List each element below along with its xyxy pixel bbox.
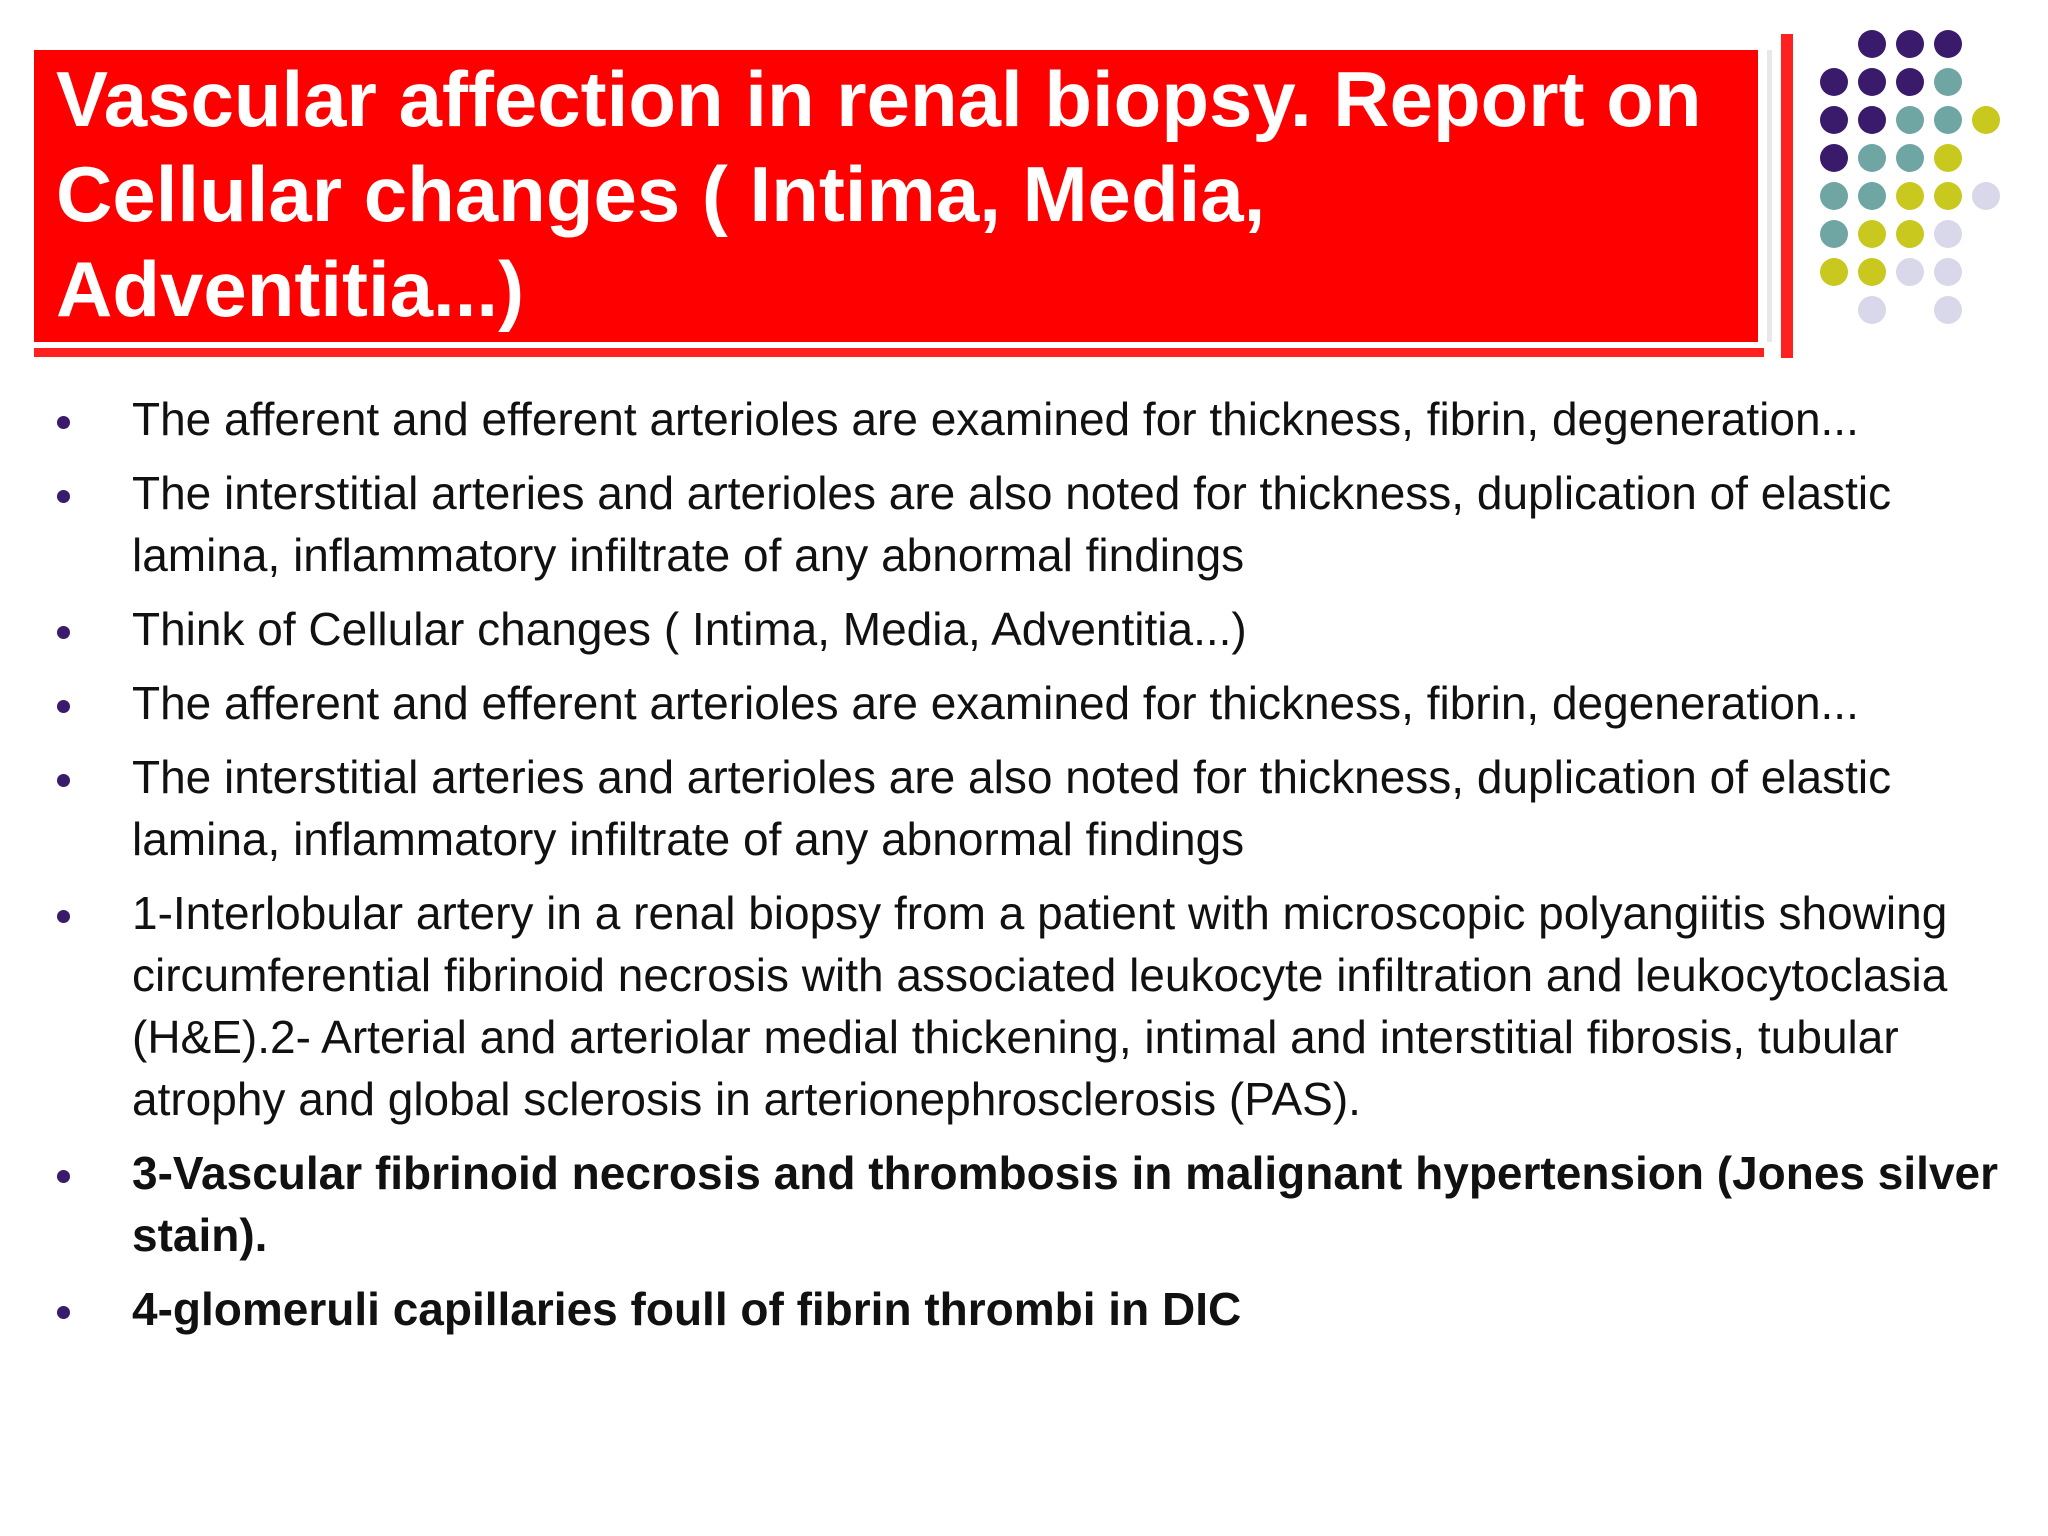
bullet-dot-icon	[57, 774, 70, 787]
decorative-dot	[1972, 106, 2000, 134]
decorative-dot	[1820, 182, 1848, 210]
decorative-dot	[1820, 258, 1848, 286]
decorative-dot	[1858, 106, 1886, 134]
bullet-text: The afferent and efferent arterioles are examined for thickness, fibrin, degeneration...	[132, 393, 1859, 445]
decorative-dot	[1934, 296, 1962, 324]
bullet-text: 4-glomeruli capillaries foull of fibrin thrombi in DIC	[132, 1283, 1242, 1335]
bullet-text: The afferent and efferent arterioles are examined for thickness, fibrin, degeneration...	[132, 677, 1859, 729]
decorative-dot	[1896, 106, 1924, 134]
decorative-dot	[1934, 144, 1962, 172]
decorative-dot	[1896, 258, 1924, 286]
decorative-dot	[1858, 182, 1886, 210]
decorative-dot	[1934, 30, 1962, 58]
bullet-text: The interstitial arteries and arterioles are also noted for thickness, duplication of elastic lamina, inflammatory infiltrate of any abnormal findings	[132, 467, 1892, 581]
bullet-item	[0, 598, 2048, 660]
bullet-text: 3-Vascular fibrinoid necrosis and thrombosis in malignant hypertension (Jones silver stain).	[132, 1147, 1999, 1261]
bullet-list	[0, 388, 2048, 1352]
decorative-dot	[1896, 68, 1924, 96]
bullet-text: Think of Cellular changes ( Intima, Media, Adventitia...)	[132, 603, 1247, 655]
slide-title: Vascular affection in renal biopsy. Report on Cellular changes ( Intima, Media, Adventitia...)	[56, 55, 1702, 333]
bullet-item	[0, 882, 2048, 1130]
bullet-dot-icon	[57, 700, 70, 713]
bullet-dot-icon	[57, 1306, 70, 1319]
decorative-dot	[1858, 258, 1886, 286]
bullet-dot-icon	[57, 910, 70, 923]
decorative-dot	[1858, 296, 1886, 324]
bullet-item	[0, 1142, 2048, 1266]
bullet-dot-icon	[57, 416, 70, 429]
decorative-dot	[1896, 30, 1924, 58]
decorative-dot	[1934, 258, 1962, 286]
decorative-dot	[1820, 144, 1848, 172]
decorative-dot	[1858, 220, 1886, 248]
decorative-dot-grid	[1820, 30, 2040, 340]
title-underline-accent	[34, 348, 1764, 357]
title-shadow-line	[1767, 50, 1772, 342]
decorative-dot	[1934, 68, 1962, 96]
decorative-dot	[1858, 144, 1886, 172]
decorative-dot	[1858, 30, 1886, 58]
decorative-dot	[1858, 68, 1886, 96]
bullet-item	[0, 672, 2048, 734]
bullet-dot-icon	[57, 626, 70, 639]
decorative-dot	[1896, 144, 1924, 172]
bullet-item	[0, 746, 2048, 870]
decorative-dot	[1934, 220, 1962, 248]
bullet-text: The interstitial arteries and arterioles are also noted for thickness, duplication of elastic lamina, inflammatory infiltrate of any abnormal findings	[132, 751, 1892, 865]
decorative-dot	[1820, 220, 1848, 248]
bullet-item	[0, 388, 2048, 450]
bullet-dot-icon	[57, 490, 70, 503]
bullet-item	[0, 1278, 2048, 1340]
decorative-dot	[1896, 220, 1924, 248]
decorative-dot	[1934, 182, 1962, 210]
bullet-dot-icon	[57, 1170, 70, 1183]
bullet-item	[0, 462, 2048, 586]
decorative-dot	[1972, 182, 2000, 210]
slide-title-box	[34, 50, 1758, 342]
decorative-dot	[1820, 106, 1848, 134]
title-vertical-accent-line	[1781, 34, 1793, 358]
decorative-dot	[1934, 106, 1962, 134]
decorative-dot	[1820, 68, 1848, 96]
bullet-text: 1-Interlobular artery in a renal biopsy from a patient with microscopic polyangiitis showing circumferential fibrinoid necrosis with associated leukocyte infiltration and leukocytoclasia (H&E).2- Arterial and arteriolar medial thickening, intimal and interstitial fibrosis, tubular atrophy and global sclerosis in arterionephrosclerosis (PAS).	[132, 887, 1948, 1125]
decorative-dot	[1896, 182, 1924, 210]
